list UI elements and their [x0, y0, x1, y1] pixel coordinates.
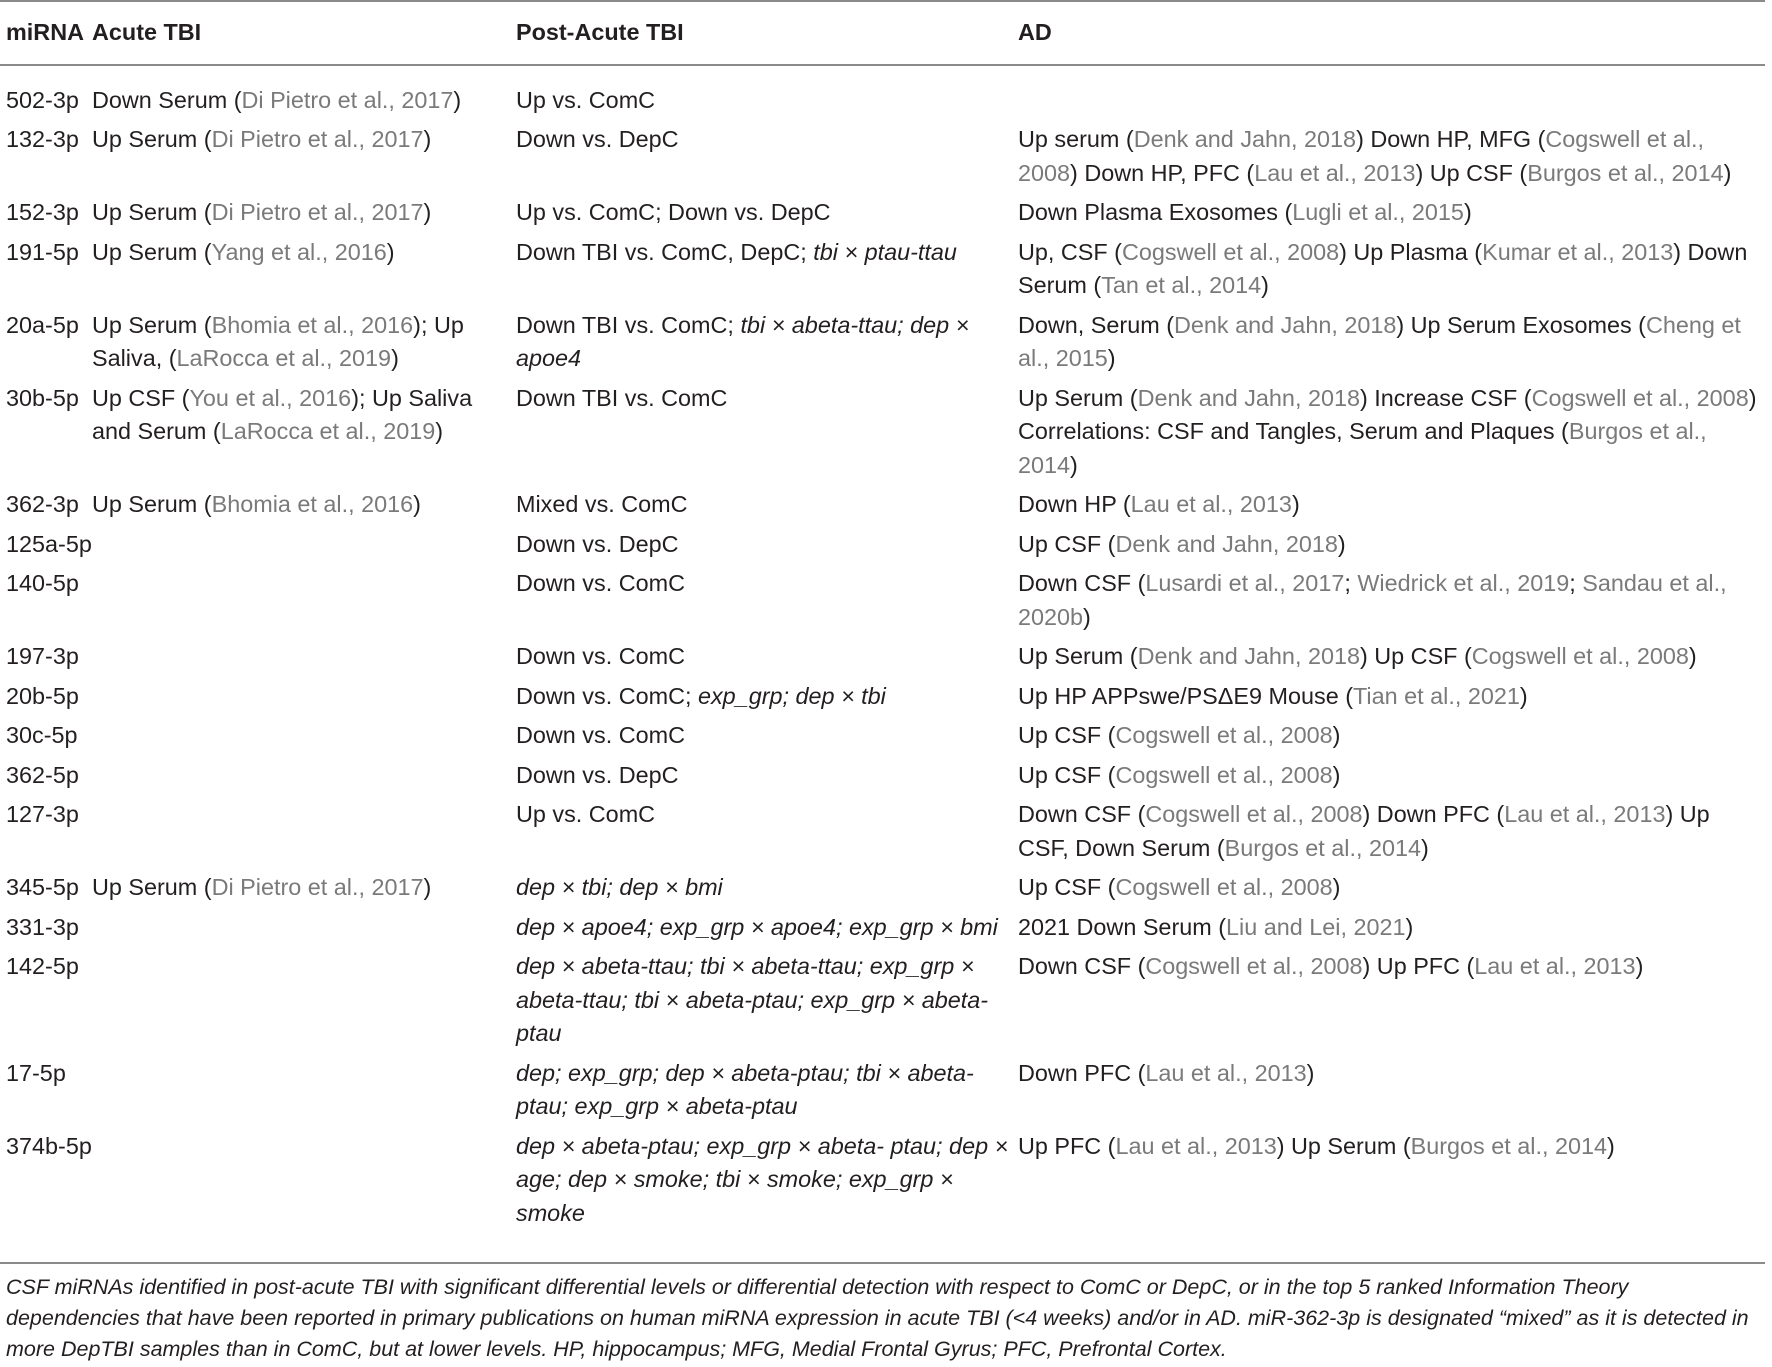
cell-text: Down vs. DepC: [516, 761, 679, 788]
citation-link[interactable]: Denk and Jahn, 2018: [1137, 643, 1360, 669]
cell-text: Up CSF (: [1018, 530, 1116, 557]
cell-text: Down vs. ComC;: [516, 682, 698, 709]
ad-cell: [1018, 1127, 1765, 1237]
cell-text: ): [1261, 272, 1269, 298]
cell-text: ): [413, 491, 421, 517]
table-row: [0, 379, 1765, 486]
cell-text: ) Increase CSF (: [1359, 384, 1532, 411]
table-row: [0, 1127, 1765, 1237]
cell-text: Down TBI vs. ComC: [516, 384, 728, 411]
table-row: [0, 1054, 1765, 1127]
cell-text: Up CSF (: [1018, 761, 1116, 788]
cell-text: ) Up Plasma (: [1339, 238, 1483, 265]
citation-link[interactable]: Denk and Jahn, 2018: [1137, 384, 1360, 411]
ad-cell: [1018, 233, 1765, 306]
citation-link[interactable]: Cogswell et al., 2008: [1145, 801, 1363, 827]
citation-link[interactable]: Burgos et al., 2014: [1224, 834, 1422, 861]
acute-tbi-cell: [92, 65, 516, 121]
acute-tbi-cell: [92, 485, 516, 525]
ad-cell: [1018, 65, 1765, 121]
acute-tbi-cell: [92, 868, 516, 908]
cell-text: Up PFC (: [1018, 1132, 1116, 1159]
post-acute-tbi-cell: [516, 1054, 1018, 1127]
cell-text: Up vs. ComC; Down vs. DepC: [516, 199, 831, 225]
post-acute-tbi-cell: [516, 379, 1018, 486]
citation-link[interactable]: LaRocca et al., 2019: [220, 418, 436, 444]
cell-text: ) Up PFC (: [1362, 953, 1475, 979]
cell-text: ); Up Saliva and Serum (: [92, 384, 473, 444]
post-acute-tbi-cell: [516, 908, 1018, 948]
table-row: [0, 795, 1765, 868]
interaction-term: dep × tbi; dep × bmi: [516, 874, 723, 900]
table-header: [0, 1, 1765, 65]
citation-link[interactable]: Bhomia et al., 2016: [211, 491, 414, 517]
citation-link[interactable]: Cogswell et al., 2008: [1018, 126, 1705, 186]
citation-link[interactable]: Burgos et al., 2014: [1410, 1132, 1607, 1159]
citation-link[interactable]: Tian et al., 2021: [1353, 682, 1520, 709]
acute-tbi-cell: [92, 1054, 516, 1127]
cell-text: ) Up CSF (: [1415, 159, 1528, 186]
citation-link[interactable]: Cogswell et al., 2008: [1531, 384, 1749, 411]
cell-text: Up HP APPswe/PSΔE9 Mouse (: [1018, 682, 1354, 709]
header-row: [0, 1, 1765, 65]
cell-text: ): [423, 126, 432, 152]
cell-text: Down PFC (: [1018, 1059, 1146, 1086]
table-row: [0, 908, 1765, 948]
citation-link[interactable]: Denk and Jahn, 2018: [1173, 311, 1397, 338]
citation-link[interactable]: Cogswell et al., 2008: [1115, 761, 1333, 788]
interaction-term: exp_grp; dep × tbi: [697, 682, 886, 709]
cell-text: Up Serum (: [92, 874, 212, 900]
cell-text: ): [1421, 834, 1429, 861]
mirna-cell: 374b-5p: [6, 1132, 92, 1159]
citation-link[interactable]: Lau et al., 2013: [1504, 801, 1666, 827]
table-row: [0, 193, 1765, 233]
header-mirna: miRNA: [0, 1, 92, 65]
cell-text: ): [1306, 1059, 1315, 1086]
cell-text: ) Up Serum Exosomes (: [1396, 311, 1646, 338]
table-row: [0, 868, 1765, 908]
cell-text: Up Serum (: [92, 238, 212, 265]
cell-text: ): [1083, 603, 1091, 630]
ad-cell: [1018, 637, 1765, 677]
cell-text: Up Serum (: [92, 126, 212, 152]
cell-text: ): [1635, 953, 1644, 979]
header-acute-tbi: Acute TBI: [92, 1, 516, 65]
cell-text: ): [453, 86, 462, 113]
post-acute-tbi-cell: [516, 306, 1018, 379]
citation-link[interactable]: Lau et al., 2013: [1115, 1132, 1277, 1159]
post-acute-tbi-cell: [516, 716, 1018, 756]
acute-tbi-cell: [92, 525, 516, 565]
cell-text: ): [423, 199, 432, 225]
cell-text: ): [1332, 722, 1341, 748]
cell-text: Down TBI vs. ComC;: [516, 311, 741, 338]
ad-cell: [1018, 908, 1765, 948]
acute-tbi-cell: [92, 677, 516, 717]
cell-text: ) Up CSF, Down Serum (: [1018, 801, 1710, 861]
mirna-cell: 142-5p: [6, 953, 79, 979]
cell-text: Up Serum (: [1018, 643, 1138, 669]
mirna-cell: 140-5p: [6, 570, 79, 596]
citation-link[interactable]: Liu and Lei, 2021: [1226, 913, 1406, 940]
citation-link[interactable]: Lugli et al., 2015: [1292, 199, 1464, 225]
citation-link[interactable]: Lau et al., 2013: [1145, 1059, 1307, 1086]
post-acute-tbi-cell: [516, 1127, 1018, 1237]
mirna-cell: 345-5p: [6, 874, 79, 900]
cell-text: ): [1606, 1132, 1615, 1159]
acute-tbi-cell: [92, 120, 516, 193]
citation-link[interactable]: LaRocca et al., 2019: [176, 345, 392, 371]
citation-link[interactable]: Burgos et al., 2014: [1018, 418, 1707, 478]
citation-link[interactable]: Burgos et al., 2014: [1527, 159, 1724, 186]
acute-tbi-cell: [92, 756, 516, 796]
ad-cell: [1018, 756, 1765, 796]
cell-text: Down HP (: [1018, 491, 1131, 517]
acute-tbi-cell: [92, 908, 516, 948]
cell-text: ); Up Saliva, (: [92, 311, 464, 371]
cell-text: Up Serum (: [92, 199, 212, 225]
cell-text: ) Down Serum (: [1018, 238, 1748, 298]
citation-link[interactable]: Cogswell et al., 2008: [1471, 643, 1689, 669]
mirna-cell: 127-3p: [6, 801, 79, 827]
citation-link[interactable]: Tan et al., 2014: [1101, 272, 1262, 298]
cell-text: ): [1337, 530, 1346, 557]
post-acute-tbi-cell: [516, 756, 1018, 796]
mirna-cell: 362-3p: [6, 491, 79, 517]
cell-text: Down CSF (: [1018, 570, 1146, 596]
citation-link[interactable]: Di Pietro et al., 2017: [211, 199, 424, 225]
acute-tbi-cell: [92, 306, 516, 379]
citation-link[interactable]: Kumar et al., 2013: [1482, 238, 1674, 265]
ad-cell: [1018, 120, 1765, 193]
ad-cell: [1018, 795, 1765, 868]
interaction-term: tbi × ptau-ttau: [813, 238, 957, 265]
citation-link[interactable]: Bhomia et al., 2016: [211, 311, 414, 338]
interaction-term: dep × apoe4; exp_grp × apoe4; exp_grp × bmi: [516, 913, 998, 940]
cell-text: ): [386, 238, 395, 265]
cell-text: Down vs. ComC: [516, 643, 685, 669]
header-ad: AD: [1018, 1, 1765, 65]
cell-text: Up vs. ComC: [516, 801, 656, 827]
interaction-term: tbi × abeta-ttau; dep × apoe4: [516, 311, 970, 371]
ad-cell: [1018, 193, 1765, 233]
ad-cell: [1018, 525, 1765, 565]
post-acute-tbi-cell: [516, 947, 1018, 1054]
table-row: [0, 564, 1765, 637]
post-acute-tbi-cell: [516, 65, 1018, 121]
cell-text: Down CSF (: [1018, 801, 1146, 827]
mirna-cell: 30c-5p: [6, 722, 78, 748]
table-row: [0, 677, 1765, 717]
ad-cell: [1018, 564, 1765, 637]
citation-link[interactable]: Di Pietro et al., 2017: [241, 86, 454, 113]
table-caption: CSF miRNAs identified in post-acute TBI with significant differential levels or differential detection with respect to ComC or DepC, or in the top 5 ranked Information Theory dependencies that have been reported in primary publications on human miRNA expression in acute TBI (<4 weeks) and/or in AD. miR-362-3p is designated “mixed” as it is detected in more DepTBI samples than in ComC, but at lower levels. HP, hippocampus; MFG, Medial Frontal Gyrus; PFC, Prefrontal Cortex.: [0, 1262, 1765, 1365]
citation-link[interactable]: You et al., 2016: [189, 384, 352, 411]
table-row: [0, 525, 1765, 565]
mirna-cell: 125a-5p: [6, 530, 92, 557]
cell-text: Up, CSF (: [1018, 238, 1122, 265]
cell-text: Up Serum (: [1018, 384, 1138, 411]
cell-text: ): [1332, 874, 1341, 900]
citation-link[interactable]: Di Pietro et al., 2017: [211, 874, 424, 900]
citation-link[interactable]: Denk and Jahn, 2018: [1133, 126, 1357, 152]
post-acute-tbi-cell: [516, 677, 1018, 717]
citation-link[interactable]: Lau et al., 2013: [1130, 491, 1292, 517]
cell-text: ): [1070, 451, 1078, 478]
table-row: [0, 716, 1765, 756]
ad-cell: [1018, 485, 1765, 525]
cell-text: ;: [1344, 570, 1358, 596]
interaction-term: dep × abeta-ttau; tbi × abeta-ttau; exp_grp × abeta-ttau; tbi × abeta-ptau; exp_grp × abeta-ptau: [516, 953, 989, 1046]
cell-text: Up Serum (: [92, 311, 212, 338]
cell-text: ) Down HP, PFC (: [1070, 159, 1255, 186]
cell-text: Down, Serum (: [1018, 311, 1174, 338]
ad-cell: [1018, 1054, 1765, 1127]
mirna-cell: 331-3p: [6, 913, 79, 940]
cell-text: 2021 Down Serum (: [1018, 913, 1227, 940]
post-acute-tbi-cell: [516, 795, 1018, 868]
cell-text: Up CSF (: [1018, 874, 1116, 900]
interaction-term: dep × abeta-ptau; exp_grp × abeta- ptau; dep × age; dep × smoke; tbi × smoke; exp_grp × smoke: [516, 1132, 1009, 1226]
citation-link[interactable]: Denk and Jahn, 2018: [1115, 530, 1338, 557]
citation-link[interactable]: Cogswell et al., 2008: [1145, 953, 1363, 979]
acute-tbi-cell: [92, 233, 516, 306]
cell-text: ): [423, 874, 432, 900]
cell-text: Down TBI vs. ComC, DepC;: [516, 238, 814, 265]
cell-text: Down vs. DepC: [516, 126, 679, 152]
mirna-cell: 191-5p: [6, 238, 79, 265]
table-row: [0, 120, 1765, 193]
citation-link[interactable]: Cogswell et al., 2008: [1121, 238, 1340, 265]
cell-text: Mixed vs. ComC: [516, 491, 688, 517]
citation-link[interactable]: Yang et al., 2016: [211, 238, 387, 265]
mirna-cell: 132-3p: [6, 126, 79, 152]
acute-tbi-cell: [92, 947, 516, 1054]
citation-link[interactable]: Cogswell et al., 2008: [1115, 722, 1333, 748]
table-row: [0, 306, 1765, 379]
header-post-acute-tbi: Post-Acute TBI: [516, 1, 1018, 65]
table-body: [0, 65, 1765, 1237]
mirna-cell: 152-3p: [6, 199, 79, 225]
cell-text: Up Serum (: [92, 491, 212, 517]
citation-link[interactable]: Lau et al., 2013: [1254, 159, 1416, 186]
cell-text: Down vs. ComC: [516, 570, 685, 596]
post-acute-tbi-cell: [516, 525, 1018, 565]
interaction-term: dep; exp_grp; dep × abeta-ptau; tbi × abeta-ptau; exp_grp × abeta-ptau: [516, 1059, 974, 1119]
table-row: [0, 756, 1765, 796]
cell-text: ) Up Serum (: [1276, 1132, 1411, 1159]
cell-text: ) Correlations: CSF and Tangles, Serum and Plaques (: [1018, 384, 1757, 444]
acute-tbi-cell: [92, 1127, 516, 1237]
cell-text: ): [1519, 682, 1528, 709]
mirna-cell: 20a-5p: [6, 311, 79, 338]
citation-link[interactable]: Wiedrick et al., 2019: [1357, 570, 1570, 596]
mirna-cell: 30b-5p: [6, 384, 79, 411]
ad-cell: [1018, 677, 1765, 717]
citation-link[interactable]: Di Pietro et al., 2017: [211, 126, 424, 152]
cell-text: Up vs. ComC: [516, 86, 656, 113]
post-acute-tbi-cell: [516, 485, 1018, 525]
cell-text: ): [1463, 199, 1472, 225]
citation-link[interactable]: Cheng et al., 2015: [1018, 311, 1741, 371]
cell-text: ) Down HP, MFG (: [1356, 126, 1546, 152]
cell-text: ): [1405, 913, 1414, 940]
ad-cell: [1018, 868, 1765, 908]
post-acute-tbi-cell: [516, 120, 1018, 193]
cell-text: ) Up CSF (: [1359, 643, 1472, 669]
acute-tbi-cell: [92, 564, 516, 637]
post-acute-tbi-cell: [516, 233, 1018, 306]
acute-tbi-cell: [92, 795, 516, 868]
cell-text: ): [1688, 643, 1697, 669]
mirna-cell: 20b-5p: [6, 682, 79, 709]
cell-text: ) Down PFC (: [1362, 801, 1505, 827]
post-acute-tbi-cell: [516, 637, 1018, 677]
table-row: [0, 485, 1765, 525]
cell-text: ): [1107, 345, 1116, 371]
cell-text: Up serum (: [1018, 126, 1134, 152]
ad-cell: [1018, 947, 1765, 1054]
table-row: [0, 233, 1765, 306]
cell-text: ): [1332, 761, 1341, 788]
table-row: [0, 637, 1765, 677]
acute-tbi-cell: [92, 379, 516, 486]
citation-link[interactable]: Sandau et al., 2020b: [1018, 570, 1727, 630]
cell-text: Down CSF (: [1018, 953, 1146, 979]
table-row: [0, 65, 1765, 121]
cell-text: Down Plasma Exosomes (: [1018, 199, 1293, 225]
mirna-cell: 17-5p: [6, 1059, 66, 1086]
post-acute-tbi-cell: [516, 564, 1018, 637]
acute-tbi-cell: [92, 637, 516, 677]
post-acute-tbi-cell: [516, 193, 1018, 233]
mirna-cell: 362-5p: [6, 761, 79, 788]
mirna-cell: 502-3p: [6, 86, 79, 113]
cell-text: Down vs. DepC: [516, 530, 679, 557]
ad-cell: [1018, 716, 1765, 756]
citation-link[interactable]: Cogswell et al., 2008: [1115, 874, 1333, 900]
ad-cell: [1018, 379, 1765, 486]
citation-link[interactable]: Lau et al., 2013: [1474, 953, 1636, 979]
mirna-cell: 197-3p: [6, 643, 79, 669]
acute-tbi-cell: [92, 716, 516, 756]
cell-text: ): [1723, 159, 1732, 186]
cell-text: Up CSF (: [1018, 722, 1116, 748]
post-acute-tbi-cell: [516, 868, 1018, 908]
citation-link[interactable]: Lusardi et al., 2017: [1145, 570, 1345, 596]
cell-text: ): [1291, 491, 1300, 517]
table-row: [0, 947, 1765, 1054]
cell-text: Up CSF (: [92, 384, 190, 411]
cell-text: ;: [1569, 570, 1583, 596]
cell-text: ): [435, 418, 444, 444]
acute-tbi-cell: [92, 193, 516, 233]
ad-cell: [1018, 306, 1765, 379]
cell-text: Down Serum (: [92, 86, 242, 113]
cell-text: ): [391, 345, 399, 371]
cell-text: Down vs. ComC: [516, 722, 685, 748]
